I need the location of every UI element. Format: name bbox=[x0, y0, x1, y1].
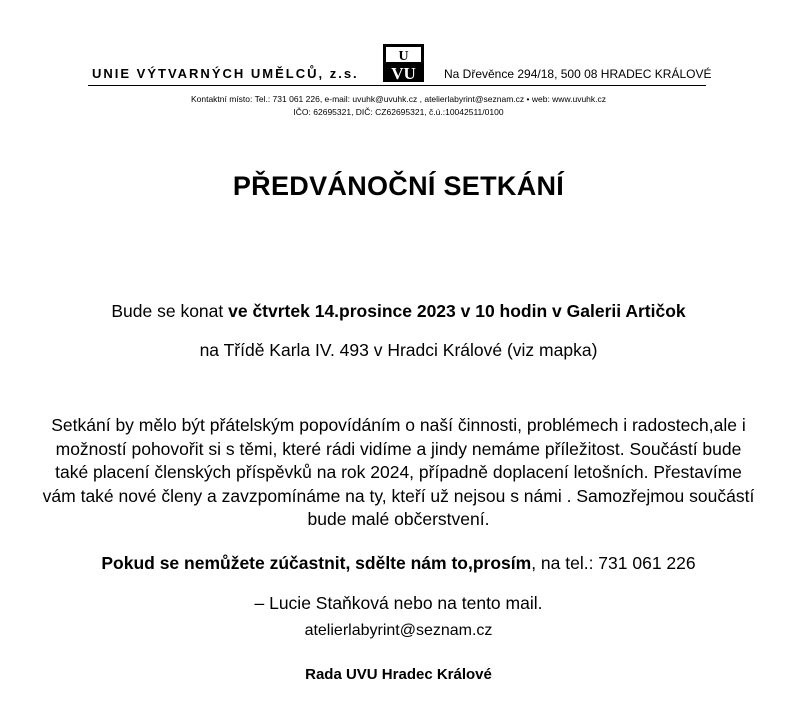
contact-request-bold: Pokud se nemůžete zúčastnit, sdělte nám to,prosím bbox=[101, 553, 532, 573]
svg-text:U: U bbox=[398, 49, 409, 64]
registration-line: IČO: 62695321, DIČ: CZ62695321, č.ú.:10042511/0100 bbox=[293, 107, 504, 117]
document-title: PŘEDVÁNOČNÍ SETKÁNÍ bbox=[232, 171, 565, 201]
contact-email: atelierlabyrint@seznam.cz bbox=[304, 622, 493, 639]
signature: Rada UVU Hradec Králové bbox=[305, 666, 492, 683]
contact-request-line bbox=[0, 553, 797, 574]
event-date-bold: ve čtvrtek 14.prosince 2023 v 10 hodin v Galerii Artičok bbox=[228, 301, 686, 321]
event-date-line bbox=[0, 301, 797, 322]
contact-request-phone: , na tel.: 731 061 226 bbox=[531, 553, 696, 573]
organization-name: UNIE VÝTVARNÝCH UMĚLCŮ, z.s. bbox=[92, 66, 359, 81]
event-location-line: na Třídě Karla IV. 493 v Hradci Králové (viz mapka) bbox=[199, 340, 598, 360]
header-divider bbox=[88, 85, 706, 86]
svg-text:VU: VU bbox=[391, 64, 416, 82]
contact-line: Kontaktní místo: Tel.: 731 061 226, e-mail: uvuhk@uvuhk.cz , atelierlabyrint@seznam.cz • web: www.uvuhk.cz bbox=[190, 94, 607, 104]
organization-address: Na Dřevěnce 294/18, 500 08 HRADEC KRÁLOVÉ bbox=[444, 67, 712, 81]
contact-person-line: – Lucie Staňková nebo na tento mail. bbox=[254, 593, 543, 613]
body-paragraph: Setkání by mělo být přátelským popovídáním o naší činnosti, problémech i radostech,ale i možností pohovořit si s těmi, které rádi vidíme a jindy nemáme příležitost. Součástí bude také placení členských příspěvků na rok 2024, případně doplacení letošních. Přestavíme vám také nové členy a zavzpomínáme na ty, kteří už nejsou s námi . Samozřejmou součástí bude malé občerstvení. bbox=[42, 415, 755, 529]
uvu-logo bbox=[383, 44, 424, 82]
event-date-prefix: Bude se konat bbox=[111, 301, 229, 321]
